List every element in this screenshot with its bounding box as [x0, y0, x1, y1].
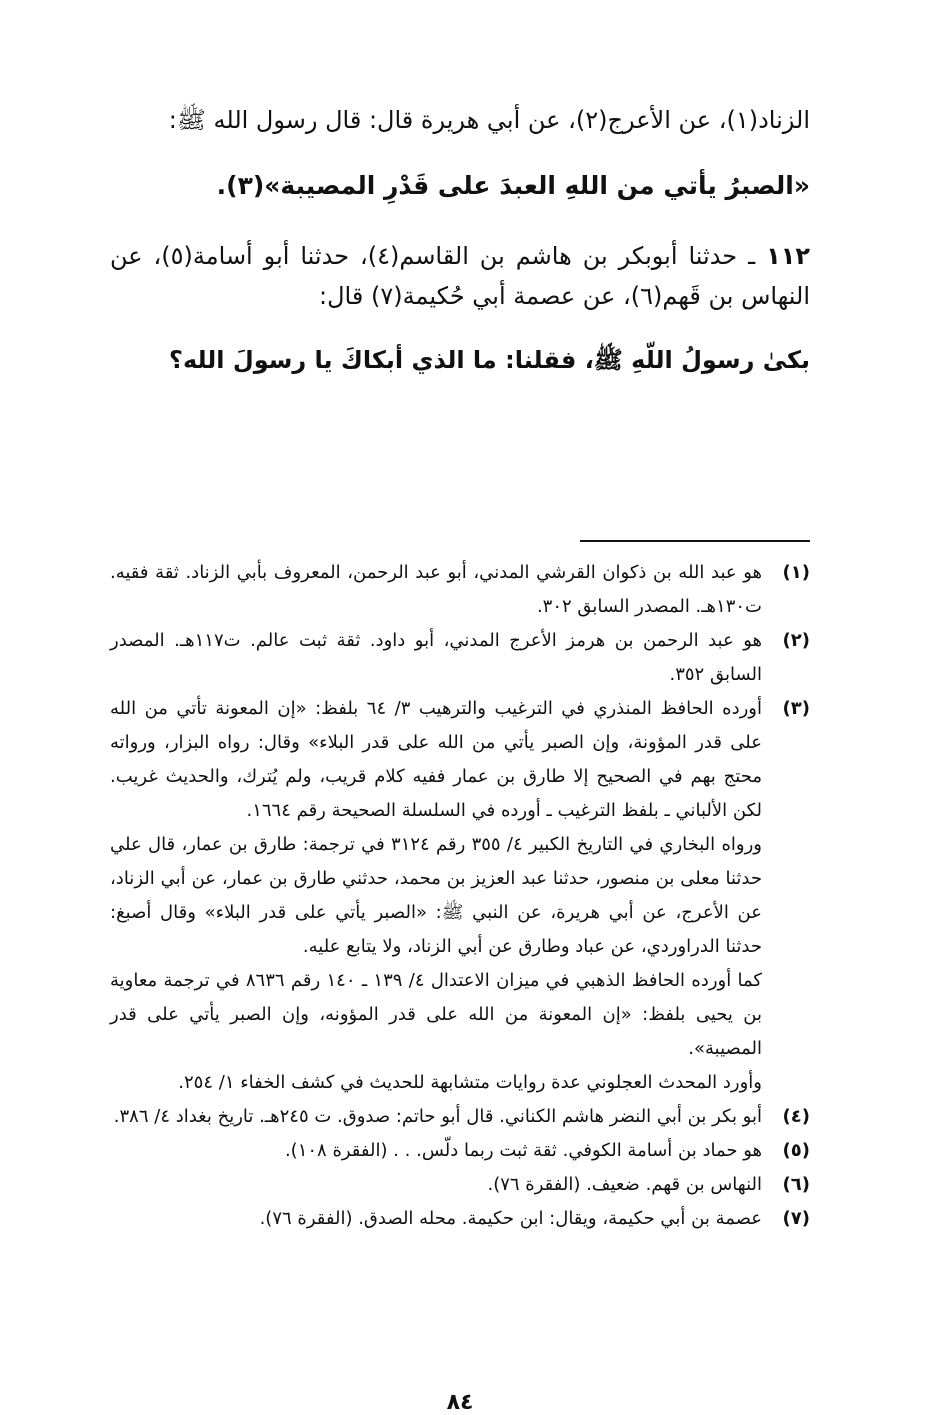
- footnote-text: [110, 624, 762, 692]
- footnote-paragraph: هو عبد الرحمن بن هرمز الأعرج المدني، أبو داود. ثقة ثبت عالم. ت١١٧هـ. المصدر السابق ٣٥٢.: [110, 630, 762, 685]
- footnote-number: (٣): [782, 698, 810, 719]
- hadith-quote-2: بكىٰ رسولُ اللّهِ ﷺ، فقلنا: ما الذي أبكاكَ يا رسولَ الله؟: [169, 346, 810, 374]
- paragraph-number: ١١٢: [766, 242, 811, 270]
- footnote-text: [110, 1100, 762, 1134]
- footnote-text: [110, 692, 762, 1100]
- footnote-number: (٥): [782, 1140, 810, 1161]
- text-line-continuation: الزناد(١)، عن الأعرج(٢)، عن أبي هريرة قال: قال رسول الله ﷺ:: [168, 106, 810, 134]
- page-number: ٨٤: [446, 1390, 474, 1415]
- footnote-text: [110, 556, 762, 624]
- footnote-paragraph: هو عبد الله بن ذكوان القرشي المدني، أبو عبد الرحمن، المعروف بأبي الزناد. ثقة فقيه. ت١٣٠هـ. المصدر السابق ٣٠٢.: [110, 562, 762, 617]
- footnote: [110, 1100, 810, 1134]
- footnote-paragraph: عصمة بن أبي حكيمة، ويقال: ابن حكيمة. محله الصدق. (الفقرة ٧٦).: [259, 1208, 762, 1229]
- footnote: [110, 692, 810, 1100]
- hadith-paragraph: [110, 236, 810, 316]
- footnote-number: (١): [782, 562, 810, 583]
- footnote-number: (٤): [782, 1106, 810, 1127]
- footnote-paragraph: وأورد المحدث العجلوني عدة روايات متشابهة للحديث في كشف الخفاء ١/ ٢٥٤.: [178, 1072, 762, 1093]
- footnote: [110, 1168, 810, 1202]
- footnote-paragraph: ورواه البخاري في التاريخ الكبير ٤/ ٣٥٥ رقم ٣١٢٤ في ترجمة: طارق بن عمار، قال علي حدثنا معلى بن منصور، حدثنا عبد العزيز بن محمد، حدثني طارق بن عمار، عن أبي الزناد، عن الأعرج، عن أبي هريرة، عن النبي ﷺ: «الصبر يأتي على قدر البلاء» وقال أصبغ: حدثنا الدراوردي، عن عباد وطارق عن أبي الزناد، ولا يتابع عليه.: [110, 834, 762, 957]
- footnotes-section: [110, 556, 810, 1236]
- footnote-paragraph: كما أورده الحافظ الذهبي في ميزان الاعتدال ٤/ ١٣٩ ـ ١٤٠ رقم ٨٦٣٦ في ترجمة معاوية بن يحيى بلفظ: «إن المعونة من الله على قدر المؤونه، وإن الصبر يأتي على قدر المصيبة».: [110, 970, 762, 1059]
- footnote-number: (٦): [782, 1174, 810, 1195]
- page-body: [110, 100, 811, 1415]
- footnote-paragraph: النهاس بن قهم. ضعيف. (الفقرة ٧٦).: [487, 1174, 762, 1195]
- footnote-paragraph: أورده الحافظ المنذري في الترغيب والترهيب ٣/ ٦٤ بلفظ: «إن المعونة تأتي من الله على قدر المؤونة، وإن الصبر يأتي من الله على قدر البلاء» وقال: رواه البزار، ورواته محتج بهم في الصحيح إلا طارق بن عمار ففيه كلام قريب، ولم يُترك، والحديث غريب. لكن الألباني ـ بلفظ الترغيب ـ أورده في السلسلة الصحيحة رقم ١٦٦٤.: [110, 698, 762, 821]
- footnote-number: (٧): [782, 1208, 810, 1229]
- footnote-paragraph: أبو بكر بن أبي النضر هاشم الكناني. قال أبو حاتم: صدوق. ت ٢٤٥هـ. تاريخ بغداد ٤/ ٣٨٦.: [113, 1106, 762, 1127]
- paragraph-text: ـ حدثنا أبوبكر بن هاشم بن القاسم(٤)، حدثنا أبو أسامة(٥)، عن النهاس بن قَهم(٦)، عن عصمة أبي حُكيمة(٧) قال:: [110, 242, 810, 310]
- footnote-text: [110, 1134, 762, 1168]
- footnote: [110, 556, 810, 624]
- footnote: [110, 1202, 810, 1236]
- footnote-text: [110, 1202, 762, 1236]
- footnote-separator: [580, 540, 810, 542]
- footnote-number: (٢): [782, 630, 810, 651]
- footnote-text: [110, 1168, 762, 1202]
- footnote: [110, 1134, 810, 1168]
- footnote-paragraph: هو حماد بن أسامة الكوفي. ثقة ثبت ربما دلّس. . . (الفقرة ١٠٨).: [284, 1140, 762, 1161]
- hadith-quote: «الصبرُ يأتي من اللهِ العبدَ على قَدْرِ المصيبة»(٣).: [216, 171, 810, 200]
- footnote: [110, 624, 810, 692]
